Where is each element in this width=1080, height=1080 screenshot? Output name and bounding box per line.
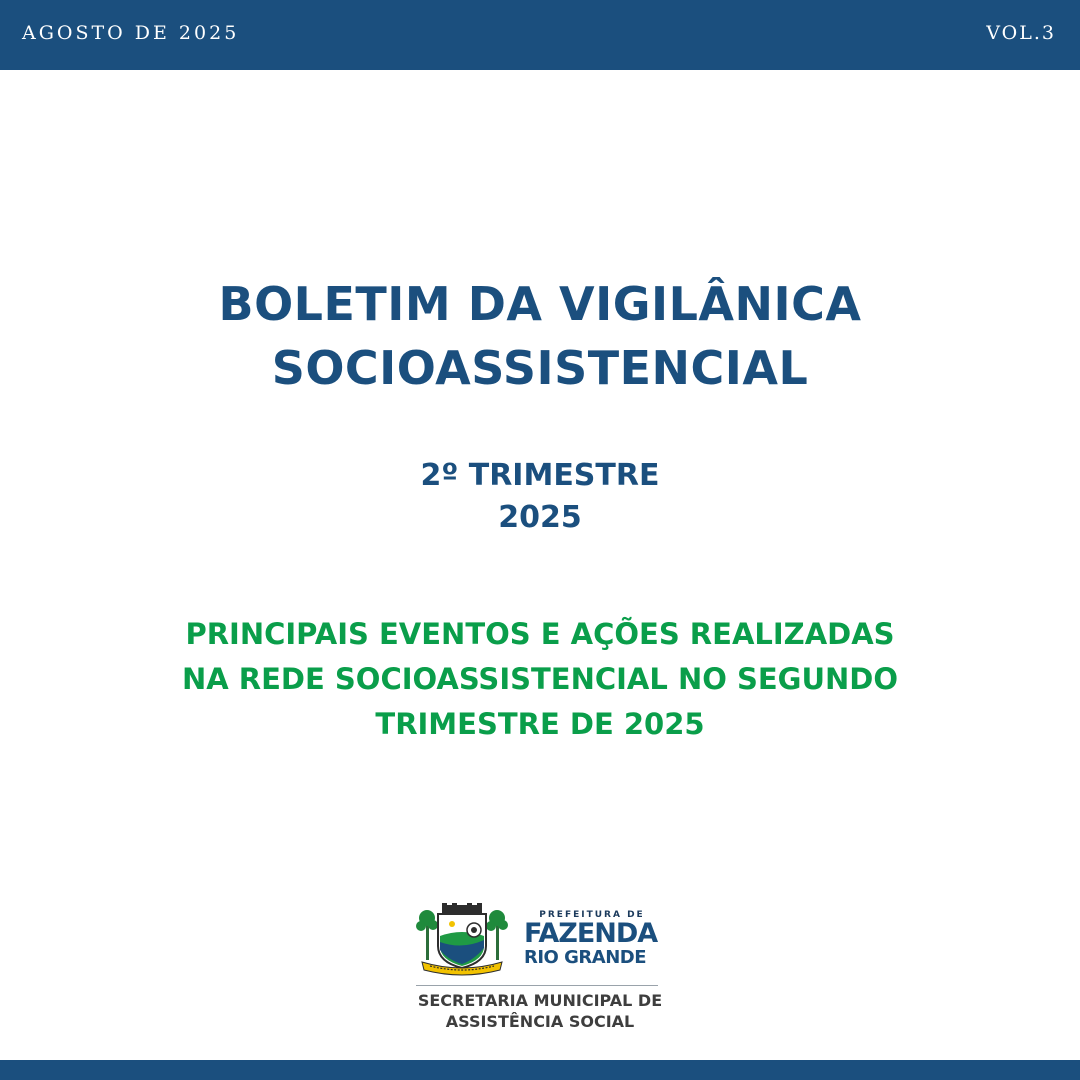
logo-wordmark bbox=[524, 910, 674, 968]
subtitle-line-2: NA REDE SOCIOASSISTENCIAL NO SEGUNDO bbox=[181, 662, 899, 696]
bulletin-subtitle bbox=[0, 612, 1080, 747]
secretaria-name bbox=[0, 990, 1080, 1032]
issue-volume: VOL.3 bbox=[986, 22, 1056, 44]
municipal-crest-icon bbox=[414, 902, 510, 978]
top-bar bbox=[0, 0, 1080, 70]
logo-prefeitura: PREFEITURA DE bbox=[539, 910, 645, 920]
bottom-bar bbox=[0, 1060, 1080, 1080]
logo-fazenda: FAZENDA bbox=[524, 918, 658, 949]
secretaria-line-1: SECRETARIA MUNICIPAL DE bbox=[417, 991, 663, 1010]
period bbox=[0, 455, 1080, 539]
period-quarter: 2º TRIMESTRE bbox=[420, 458, 660, 493]
bulletin-title bbox=[0, 272, 1080, 400]
title-line-2: SOCIOASSISTENCIAL bbox=[271, 341, 809, 395]
prefeitura-logo bbox=[412, 900, 672, 980]
logo-divider bbox=[416, 985, 658, 986]
subtitle-line-3: TRIMESTRE DE 2025 bbox=[375, 707, 705, 741]
issue-date: AGOSTO DE 2025 bbox=[22, 22, 240, 44]
secretaria-line-2: ASSISTÊNCIA SOCIAL bbox=[445, 1012, 635, 1031]
subtitle-line-1: PRINCIPAIS EVENTOS E AÇÕES REALIZADAS bbox=[185, 617, 895, 651]
title-line-1: BOLETIM DA VIGILÂNICA bbox=[218, 277, 862, 331]
logo-rio-grande: RIO GRANDE bbox=[524, 947, 646, 968]
period-year: 2025 bbox=[498, 500, 582, 535]
